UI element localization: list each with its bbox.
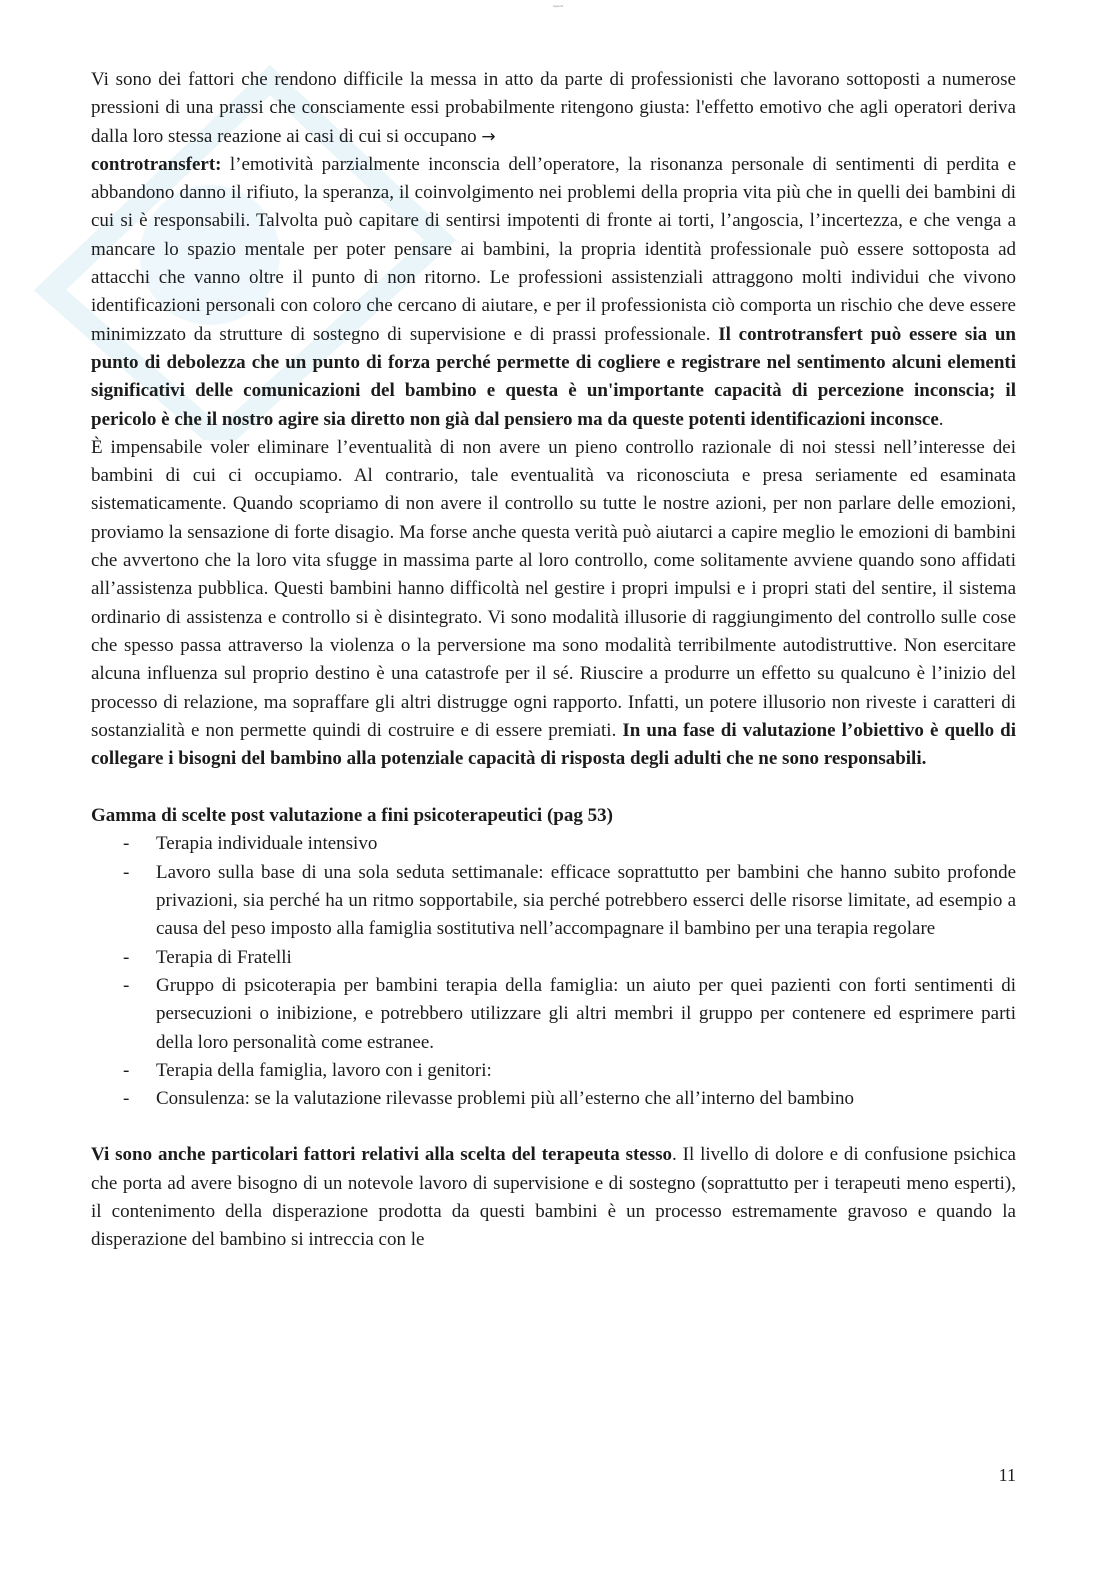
list-item: - Consulenza: se la valutazione rilevasse problemi più all’esterno che all’interno del bambino <box>91 1085 1016 1113</box>
paragraph-controtransfert <box>91 66 1016 434</box>
paragraph-body: È impensabile voler eliminare l’eventualità di non avere un pieno controllo razionale di noi stessi nell’interesse dei bambini di cui ci occupiamo. Al contrario, tale eventualità va riconosciuta e presa seriamente ed esaminata sistematicamente. Quando scopriamo di non avere il controllo su tutte le nostre azioni, per non parlare delle emozioni, proviamo la sensazione di forte disagio. Ma forse anche questa verità può aiutarci a capire meglio le emozioni di bambini che avvertono che la loro vita sfugge in massima parte al loro controllo, come solitamente avviene quando sono affidati all’assistenza pubblica. Questi bambini hanno difficoltà nel gestire i propri impulsi e i propri stati del sentire, il sistema ordinario di assistenza e controllo si è disintegrato. Vi sono modalità illusorie di raggiungimento del controllo sulle cose che spesso passa attraverso la violenza o la perversione ma sono modalità terribilmente autodistruttive. Non esercitare alcuna influenza sul proprio destino è una catastrofe per il sé. Riuscire a produrre un effetto su qualcuno è l’inizio del processo di relazione, ma sopraffare gli altri distrugge ogni rapporto. Infatti, un potere illusorio non riveste i caratteri di sostanzialità e non permette quindi di costruire e di essere premiati. <box>91 436 1016 741</box>
list-item: - Lavoro sulla base di una sola seduta settimanale: efficace soprattutto per bambini che hanno subito profonde privazioni, sia perché ha un ritmo sopportabile, sia perché potrebbero esserci delle risorse limitate, ad esempio a causa del peso imposto alla famiglia sostitutiva nell’accompagnare il bambino per una terapia regolare <box>91 859 1016 944</box>
page-number: 11 <box>998 1465 1016 1485</box>
paragraph-terapeuta <box>91 1141 1016 1254</box>
dash-bullet: - <box>123 974 130 996</box>
paragraph-body: . Il livello di dolore e di confusione psichica che porta ad avere bisogno di un notevole lavoro di supervisione e di sostegno (soprattutto per i terapeuti meno esperti), il contenimento della disperazione prodotta da questi bambini è un processo estremamente gravoso e quando la disperazione del bambino si intreccia con le <box>91 1144 1016 1251</box>
dash-bullet: - <box>123 833 130 855</box>
dash-bullet: - <box>123 946 130 968</box>
arrow-right-icon: → <box>481 126 496 147</box>
paragraph-body: l’emotività parzialmente inconscia dell’operatore, la risonanza personale di sentimenti di perdita e abbandono danno il rifiuto, la speranza, il coinvolgimento nei problemi della propria vita più che in quelli dei bambini di cui si è responsabili. Talvolta può capitare di sentirsi impotenti di fronte ai torti, l’angoscia, l’incertezza, e che venga a mancare lo spazio mentale per poter pensare ai bambini, la propria identità professionale può essere sottoposta ad attacchi che vanno oltre il punto di non ritorno. Le professioni assistenziali attraggono molti individui che vivono identificazioni personali con coloro che cercano di aiutare, e per il professionista ciò comporta un rischio che deve essere minimizzato da strutture di sostegno di supervisione e di prassi professionale. <box>91 153 1016 345</box>
paragraph-controllo <box>91 434 1016 774</box>
dash-bullet: - <box>123 861 130 883</box>
term-controtransfert: controtransfert: <box>91 153 222 175</box>
dash-bullet: - <box>123 1059 130 1081</box>
bold-lead: Vi sono anche particolari fattori relativi alla scelta del terapeuta stesso <box>91 1144 673 1166</box>
section-heading: Gamma di scelte post valutazione a fini psicoterapeutici (pag 53) <box>91 805 613 827</box>
page-content <box>91 66 1016 1255</box>
list-item: - Terapia individuale intensivo <box>91 830 1016 858</box>
dash-bullet: - <box>123 1088 130 1110</box>
period: . <box>938 408 944 430</box>
bold-conclusion: In una fase di valutazione l’obiettivo è quello di collegare i bisogni del bambino alla potenziale capacità di risposta degli adulti che ne sono responsabili. <box>91 719 1016 770</box>
list-item: - Gruppo di psicoterapia per bambini terapia della famiglia: un aiuto per quei pazienti con forti sentimenti di persecuzioni o inibizione, e potrebbero utilizzare gli altri membri il gruppo per contenere ed esprimere parti della loro personalità come estranee. <box>91 972 1016 1057</box>
intro-text: Vi sono dei fattori che rendono difficile la messa in atto da parte di professionisti che lavorano sottoposti a numerose pressioni di una prassi che consciamente essi probabilmente ritengono giusta: l'effetto emotivo che agli operatori deriva dalla loro stessa reazione ai casi di cui si occupano <box>91 69 1016 147</box>
list-item: - Terapia di Fratelli <box>91 944 1016 972</box>
bold-conclusion: Il controtransfert può essere sia un punto di debolezza che un punto di forza perché permette di cogliere e registrare nel sentimento alcuni elementi significativi delle comunicazioni del bambino e questa è un'importante capacità di percezione inconscia; il pericolo è che il nostro agire sia diretto non già dal pensiero ma da queste potenti identificazioni inconsce <box>91 323 1016 430</box>
header-mark: Appunti <box>552 4 564 8</box>
list-item: - Terapia della famiglia, lavoro con i genitori: <box>91 1057 1016 1085</box>
choices-list <box>91 830 1016 1113</box>
